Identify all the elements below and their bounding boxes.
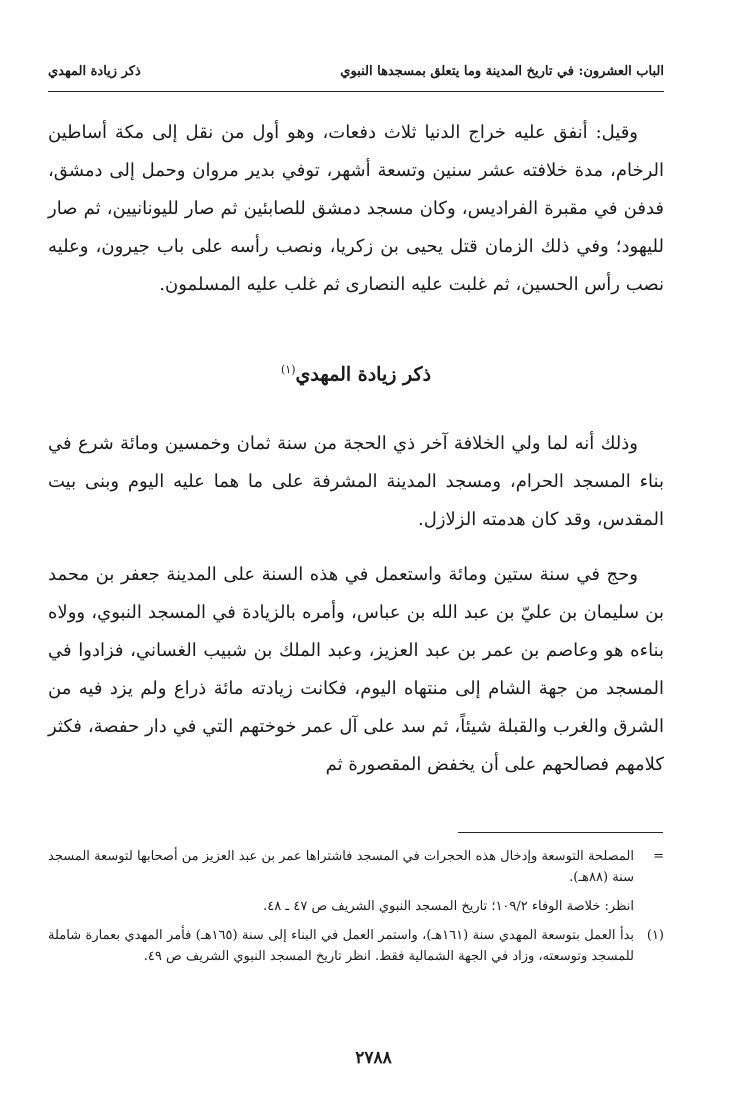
section-title: ذكر زيادة المهدي (48, 63, 141, 79)
footnote-reference: (١) (280, 363, 296, 376)
paragraph-1 (48, 114, 664, 304)
running-header (48, 55, 664, 87)
paragraph-3 (48, 556, 664, 784)
footnote-1-text: بدأ العمل بتوسعة المهدي سنة (١٦١هـ)، واستمر العمل في البناء إلى سنة (١٦٥هـ) فأمر المهدي بعمارة شاملة للمسجد وتوسعته، وزاد في الجهة الشمالية فقط. انظر تاريخ المسجد النبوي الشريف ص ٤٩. (48, 928, 635, 964)
chapter-title: الباب العشرون: في تاريخ المدينة وما يتعلق بمسجدها النبوي (340, 63, 664, 79)
paragraph-2-text: وذلك أنه لما ولي الخلافة آخر ذي الحجة من سنة ثمان وخمسين ومائة شرع في بناء المسجد الحرام، ومسجد المدينة المشرفة على ما هما عليه اليوم وبنى بيت المقدس، وقد كان هدمته الزلازل. (48, 433, 664, 530)
footnote-continuation (48, 846, 664, 888)
footnote-1 (48, 925, 664, 967)
footnotes (48, 846, 664, 975)
paragraph-1-text: وقيل: أنفق عليه خراج الدنيا ثلاث دفعات، وهو أول من نقل إلى مكة أساطين الرخام، مدة خلافته عشر سنين وتسعة أشهر، توفي بدير مروان وحمل إلى دمشق، فدفن في مقبرة الفراديس، وكان مسجد دمشق للصابئين ثم صار لليونانيين، ثم صار لليهود؛ وفي ذلك الزمان قتل يحيى بن زكريا، ونصب رأسه على باب جيرون، وعليه نصب رأس الحسين، ثم غلبت عليه النصارى ثم غلب عليه المسلمون. (48, 122, 664, 295)
paragraph-2 (48, 425, 664, 539)
section-heading (48, 363, 664, 385)
continuation-reference: انظر: خلاصة الوفاء ١٠٩/٢؛ تاريخ المسجد النبوي الشريف ص ٤٧ ـ ٤٨. (263, 899, 634, 914)
paragraph-3-text: وحج في سنة ستين ومائة واستعمل في هذه السنة على المدينة جعفر بن محمد بن سليمان بن عليّ بن عبد الله بن عباس، وأمره بالزيادة في المسجد النبوي، وولاه بناءه هو وعاصم بن عمر بن عبد العزيز، وعبد الملك بن شبيب الغساني، فزادوا في المسجد من جهة الشام إلى منتهاه اليوم، فكانت زيادته مائة ذراع ولم يزد فيه من الشرق والغرب والقبلة شيئاً، ثم سد على آل عمر خوختهم التي في دار حفصة، فكثر كلامهم فصالحهم على أن يخفض المقصورة ثم (48, 564, 664, 775)
footnote-1-marker: (١) (646, 928, 664, 943)
section-heading-text: ذكر زيادة المهدي (295, 363, 432, 386)
continuation-text: المصلحة التوسعة وإدخال هذه الحجرات في المسجد فاشتراها عمر بن عبد العزيز من أصحابها لتوسعة المسجد سنة (٨٨هـ). (48, 849, 634, 885)
continuation-marker: = (653, 849, 664, 864)
header-divider (48, 91, 664, 92)
page-number: ٢٧٨٨ (355, 1048, 392, 1068)
footnote-divider (458, 832, 663, 833)
